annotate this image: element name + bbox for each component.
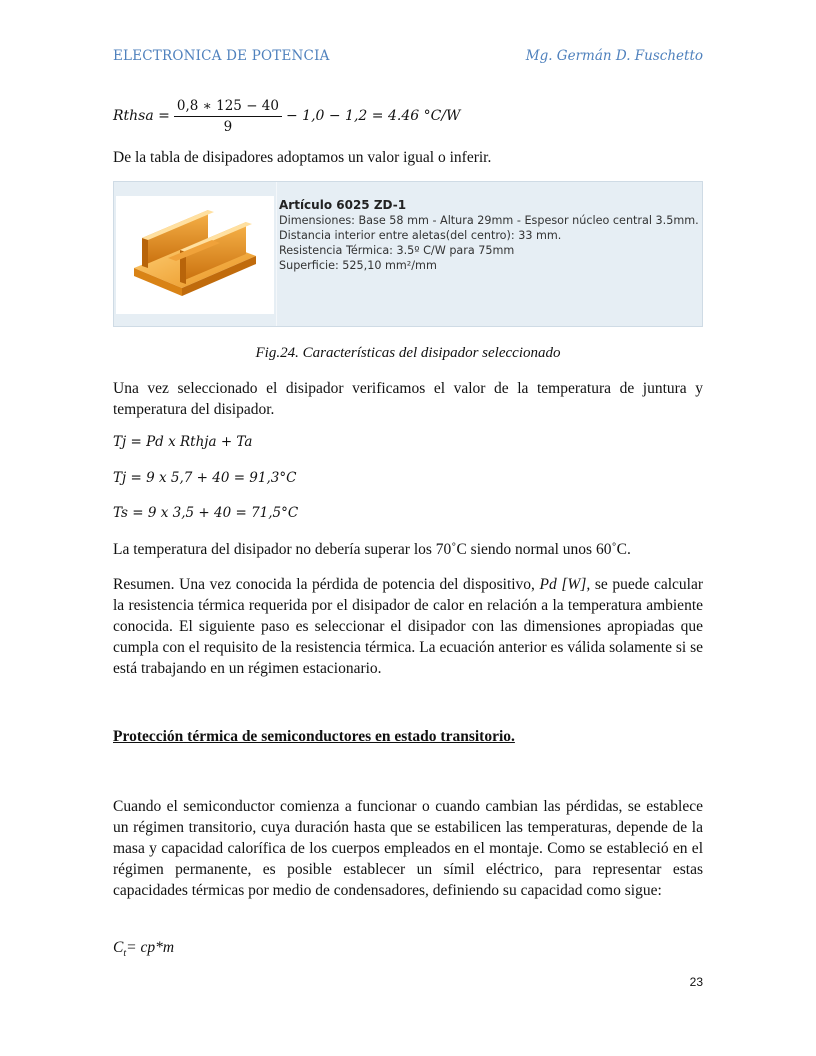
equation-thermal-capacity bbox=[113, 937, 703, 964]
equation-rhs: − 1,0 − 1,2 = 4.46 °C/W bbox=[285, 108, 461, 124]
spec-line: Superficie: 525,10 mm²/mm bbox=[279, 259, 437, 272]
equation-rthsa bbox=[113, 94, 460, 138]
header-course-title: ELECTRONICA DE POTENCIA bbox=[113, 48, 330, 64]
heatsink-specs bbox=[279, 198, 699, 273]
fraction-numerator: 0,8 ∗ 125 − 40 bbox=[174, 98, 282, 117]
ct-symbol: C bbox=[113, 939, 124, 956]
equation-fraction bbox=[174, 98, 282, 135]
heatsink-icon bbox=[116, 196, 274, 314]
equation-tj-formula: Tj = Pd x Rthja + Ta bbox=[113, 434, 253, 450]
ct-rest: = cp*m bbox=[126, 939, 175, 956]
paragraph-transient: Cuando el semiconductor comienza a funcionar o cuando cambian las pérdidas, se establece un régimen transitorio, cuya duración hasta que se estabilicen las temperaturas, depende de la masa y capacidad calorífica de los cuerpos empleados en el montaje. Como se estableció en el régimen permanente, es posible establecer un símil eléctrico, para representar estas capacidades térmicas por medio de condensadores, definiendo su capacidad como sigue: bbox=[113, 798, 703, 899]
heatsink-image bbox=[116, 196, 274, 314]
summary-text-start: Resumen. Una vez conocida la pérdida de potencia del dispositivo, bbox=[113, 576, 540, 593]
figure-divider bbox=[276, 182, 277, 326]
figure-caption: Fig.24. Características del disipador seleccionado bbox=[255, 345, 561, 361]
summary-text-end: se puede calcular la resistencia térmica requerida por el disipador de calor en relación a la temperatura ambiente conocida. El siguiente paso es seleccionar el disipador con las dimensiones apropiadas que cumpla con el requisito de la resistencia térmica. La ecuación anterior es válida solamente si se está trabajando en un régimen estacionario. bbox=[113, 576, 704, 677]
fraction-denominator: 9 bbox=[223, 118, 233, 135]
heatsink-figure bbox=[113, 181, 703, 327]
paragraph-verification: Una vez seleccionado el disipador verificamos el valor de la temperatura de juntura y temperatura del disipador. bbox=[113, 380, 703, 418]
header-author: Mg. Germán D. Fuschetto bbox=[525, 48, 703, 64]
spec-line: Distancia interior entre aletas(del centro): 33 mm. bbox=[279, 229, 562, 242]
heatsink-article-title: Artículo 6025 ZD-1 bbox=[279, 198, 407, 212]
ct-subscript: t bbox=[123, 948, 127, 960]
page-number: 23 bbox=[689, 975, 703, 989]
paragraph-table-selection: De la tabla de disipadores adoptamos un valor igual o inferir. bbox=[113, 149, 492, 166]
paragraph-summary bbox=[113, 574, 703, 679]
spec-line: Dimensiones: Base 58 mm - Altura 29mm - Espesor núcleo central 3.5mm. bbox=[279, 214, 699, 227]
paragraph-temperature-limit: La temperatura del disipador no debería superar los 70˚C siendo normal unos 60˚C. bbox=[113, 541, 631, 558]
page-header bbox=[113, 48, 703, 68]
summary-italic-pd: Pd [W], bbox=[539, 576, 591, 593]
equation-tj-value: Tj = 9 x 5,7 + 40 = 91,3°C bbox=[113, 470, 297, 486]
section-heading: Protección térmica de semiconductores en estado transitorio. bbox=[113, 728, 515, 745]
spec-line: Resistencia Térmica: 3.5º C/W para 75mm bbox=[279, 244, 515, 257]
equation-ts-value: Ts = 9 x 3,5 + 40 = 71,5°C bbox=[113, 505, 299, 521]
equation-lhs: Rthsa = bbox=[113, 108, 170, 124]
